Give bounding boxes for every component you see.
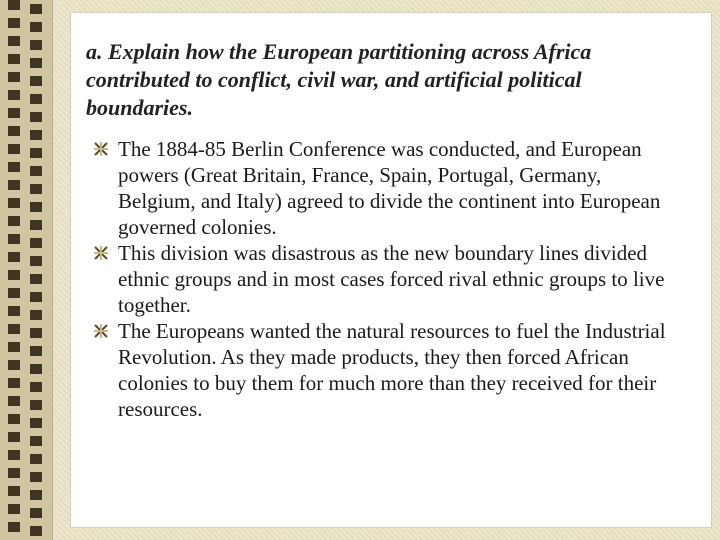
bullet-text: This division was disastrous as the new boundary lines divided ethnic groups and in most cases forced rival ethnic groups to live together. [118, 241, 665, 317]
cross-bullet-icon [94, 324, 108, 338]
decorative-border [0, 0, 53, 540]
list-item [94, 136, 684, 240]
decorative-pattern-left [8, 0, 20, 540]
list-item [94, 240, 684, 318]
bullet-text: The Europeans wanted the natural resources to fuel the Industrial Revolution. As they made products, they then forced African colonies to buy them for much more than they received for their resources. [118, 319, 666, 421]
cross-bullet-icon [94, 246, 108, 260]
cross-bullet-icon [94, 142, 108, 156]
list-item [94, 318, 684, 422]
slide-title: a. Explain how the European partitioning across Africa contributed to conflict, civil war, and artificial political boundaries. [86, 39, 592, 120]
decorative-pattern-right [30, 4, 42, 540]
bullet-list [94, 136, 684, 422]
bullet-text: The 1884-85 Berlin Conference was conducted, and European powers (Great Britain, France, Spain, Portugal, Germany, Belgium, and Italy) agreed to divide the continent into European governed colonies. [118, 137, 661, 239]
